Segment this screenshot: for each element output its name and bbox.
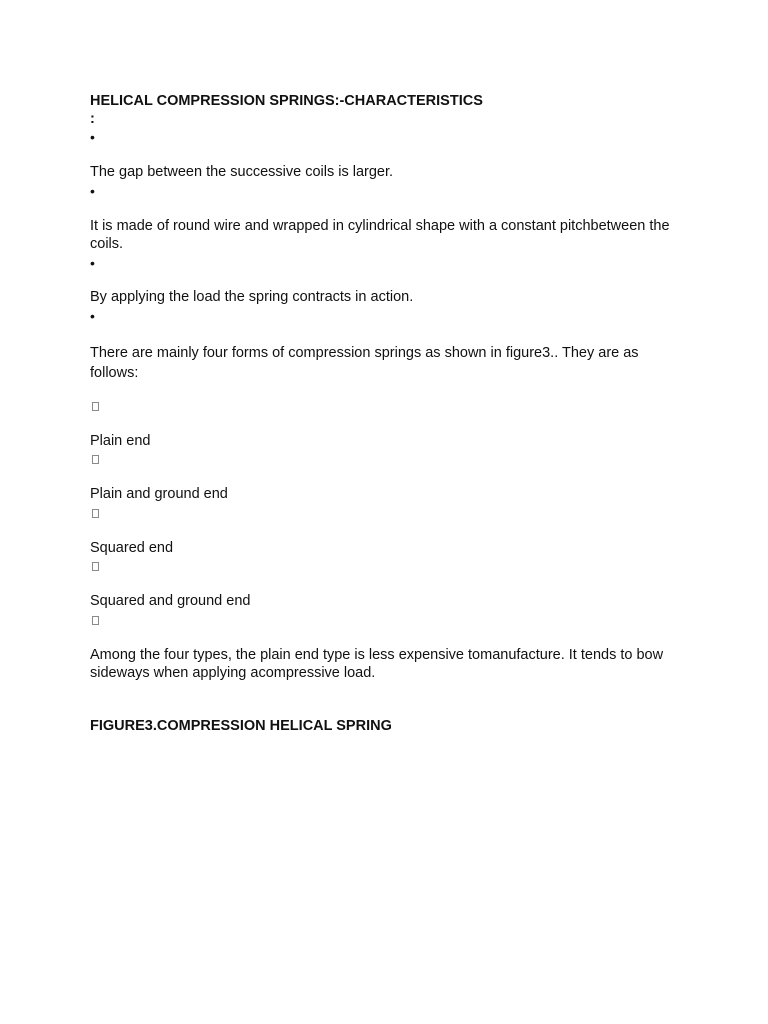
spring-form-plain-ground-end: Plain and ground end [90, 486, 228, 502]
figure-caption: FIGURE3.COMPRESSION HELICAL SPRING [90, 718, 392, 734]
bullet-marker: • [90, 255, 95, 271]
spring-form-squared-ground-end: Squared and ground end [90, 593, 251, 609]
missing-glyph-box-icon [92, 509, 99, 518]
paragraph-four-forms: There are mainly four forms of compression springs as shown in figure3.. They are as follows: [90, 345, 639, 381]
bullet-marker: • [90, 308, 95, 324]
paragraph-coil-gap: The gap between the successive coils is larger. [90, 164, 394, 180]
paragraph-round-wire: It is made of round wire and wrapped in cylindrical shape with a constant pitchbetween the coils. [90, 218, 670, 252]
heading-colon: : [90, 111, 95, 127]
paragraph-load-contracts: By applying the load the spring contracts in action. [90, 289, 414, 305]
spring-form-plain-end: Plain end [90, 433, 151, 449]
section-heading: HELICAL COMPRESSION SPRINGS:-CHARACTERISTICS [90, 93, 483, 109]
missing-glyph-box-icon [92, 616, 99, 625]
missing-glyph-box-icon [92, 562, 99, 571]
missing-glyph-box-icon [92, 455, 99, 464]
missing-glyph-box-icon [92, 402, 99, 411]
bullet-marker: • [90, 183, 95, 199]
bullet-marker: • [90, 129, 95, 145]
paragraph-plain-end-cost: Among the four types, the plain end type is less expensive tomanufacture. It tends to bow sideways when applying acompressive load. [90, 647, 664, 681]
spring-form-squared-end: Squared end [90, 540, 174, 556]
